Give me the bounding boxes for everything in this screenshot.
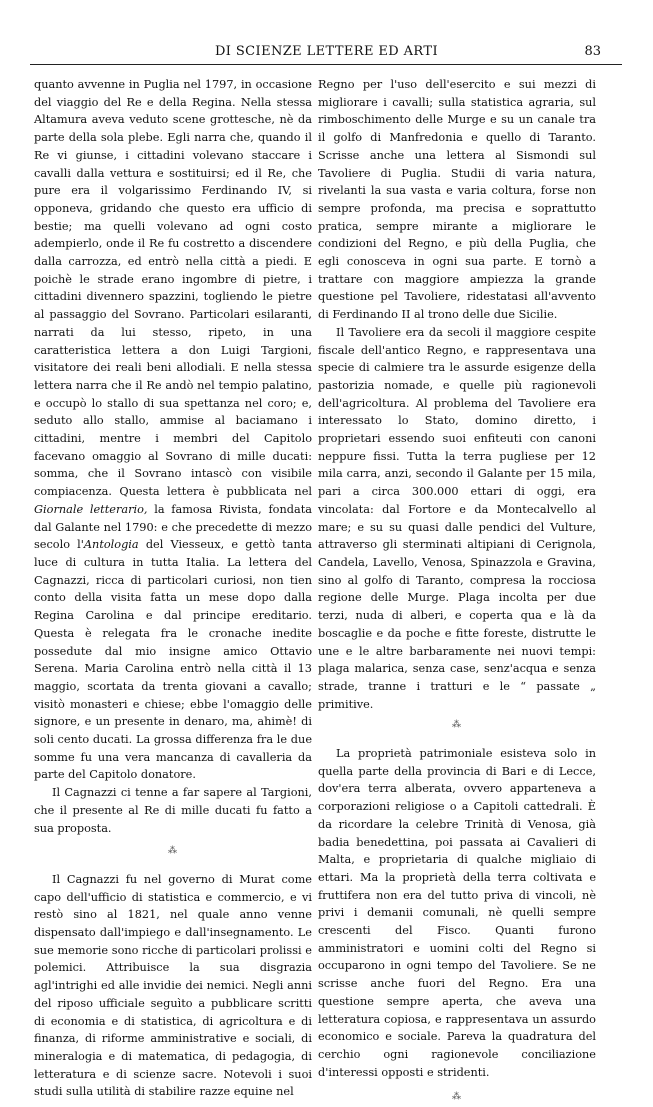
paragraph-text: la famosa Rivista, fondata dal Galante nel 1790: e che precedette di mezzo secolo l'	[34, 502, 312, 552]
header-rule	[30, 64, 622, 65]
running-header	[0, 44, 653, 62]
paragraph: Il Tavoliere era da secoli il maggiore cespite fiscale dell'antico Regno, e rappresentava una specie di calmiere tra le assurde esigenze della pastorizia nomade, e quelle più ragionevoli dell'agricoltura. Al problema del Tavoliere era interessato lo Stato, domino diretto, i proprietari essendo suoi enfiteuti con canoni neppure fissi. Tutta la terra pugliese per 12 mila carra, anzi, secondo il Galante per 15 mila, pari a circa 300.000 ettari di oggi, era vincolata: dal Fortore e da Montecalvello al mare; e su su quasi dalle pendici del Vulture, attraverso gli sterminati altipiani di Cerignola, Candela, Lavello, Venosa, Spinazzola e Gravina, sino al golfo di Taranto, compresa la rocciosa regione delle Murge. Plaga incolta per due terzi, nuda di alberi, e coperta qua e là da boscaglie e da poche e fitte foreste, distrutte le une e le altre barbaramente nei nuovi tempi: plaga malarica, senza case, senz'acqua e senza strade, tranne i tratturi e le “ passate „ primitive.	[318, 325, 596, 711]
page-number: 83	[584, 44, 601, 59]
section-ornament: ⁂	[452, 720, 462, 731]
running-title: DI SCIENZE LETTERE ED ARTI	[214, 44, 438, 59]
paragraph-text: quanto avvenne in Puglia nel 1797, in occasione del viaggio del Re e della Regina. Nella stessa Altamura aveva veduto scene grottesche, nè da parte della sola plebe. Egli narra che, quando il Re vi giunse, i cittadini volevano staccare i cavalli dalla vettura e sostituirsi; ed il Re, che pure era il volgarissimo Ferdinando IV, si opponeva, gridando che questo era ufficio di bestie; ma quelli volevano ad ogni costo adempierlo, onde il Re fu costretto a discendere dalla carrozza, ed entrò nella città a piedi. E poichè le strade erano ingombre di pietre, i cittadini divennero spazzini, togliendo le pietre al passaggio del Sovrano. Particolari esilaranti, narrati da lui stesso, ripeto, in una caratteristica lettera a don Luigi Targioni, visitatore dei reali beni allodiali. E nella stessa lettera narra che il Re andò nel tempio palatino, e occupò lo stallo di sua spettanza nel coro; e, seduto allo stallo, ammise al baciamano i cittadini, mentre i membri del Capitolo facevano omaggio al Sovrano di mille ducati: somma, che il Sovrano intascò con visibile compiacenza. Questa lettera è pubblicata nel	[34, 78, 312, 499]
right-column	[318, 76, 596, 1107]
paragraph: Il Cagnazzi fu nel governo di Murat come capo dell'ufficio di statistica e commercio, e vi restò sino al 1821, nel quale anno venne dispensato dall'impiego e dall'insegnamento. Le sue memorie sono ricche di particolari prolissi e polemici. Attribuisce la sua disgrazia agl'intrighi ed alle invidie dei nemici. Negli anni del riposo ufficiale seguìto a pubblicare scritti di economia e di statistica, di agricoltura e di finanza, di riforme amministrative e sociali, di mineralogia e di matematica, di pedagogia, di letteratura e di scienze sacre. Notevoli i suoi studi sulla utilità di stabilire razze equine nel	[34, 872, 312, 1099]
section-ornament: ⁂	[168, 846, 178, 857]
paragraph	[34, 76, 312, 784]
paragraph: Regno per l'uso dell'esercito e sui mezzi di migliorare i cavalli; sulla statistica agraria, sul rimboschimento delle Murge e su un canale tra il golfo di Manfredonia e quello di Taranto. Scrisse anche una lettera al Sismondi sul Tavoliere di Puglia. Studii di varia natura, rivelanti la sua vasta e varia coltura, forse non sempre profonda, ma precisa e soprattutto pratica, sempre mirante a migliorare le condizioni del Regno, e più della Puglia, che egli conosceva in ogni sua parte. E tornò a trattare con maggiore ampiezza la grande questione pel Tavoliere, ridestatasi all'avvento di Ferdinando II al trono delle due Sicilie.	[318, 78, 596, 322]
journal-title: Giornale letterario,	[34, 502, 148, 516]
paragraph: La proprietà patrimoniale esisteva solo in quella parte della provincia di Bari e di Lecce, dov'era terra alberata, ovvero appartenevа a corporazioni religiose o a Capitoli cattedrali. È da ricordare la celebre Trinità di Venosa, già badia benedettina, poi passata ai Cavalieri di Malta, e proprietaria di qualche migliaio di ettari. Ma la proprietà della terra coltivata e fruttifera non era del tutto priva di vincoli, nè privi i demanii comunali, nè quelli sempre crescenti del Fisco. Quanti furono amministratori e uomini colti del Regno si occuparono in ogni tempo del Tavoliere. Se ne scrisse anche fuori del Regno. Era una questione sempre aperta, che aveva una letteratura copiosa, e rappresentava un assurdo economico e sociale. Pareva la quadratura del cerchio ogni ragionevole conciliazione d'interessi opposti e stridenti.	[318, 747, 596, 1079]
left-column	[34, 76, 312, 1101]
paragraph-text: del Viesseux, e gettò tanta luce di cultura in tutta Italia. La lettera del Cagnazzi, ricca di particolari curiosi, non tien conto della visita fatta un mese dopo dalla Regina Carolina e dal principe ereditario. Questa è relegata fra le cronache inedite possedute dal mio insigne amico Ottavio Serena. Maria Carolina entrò nella città il 13 maggio, scortata da trenta giovani a cavallo; visitò monasteri e chiese; ebbe l'omaggio delle signore, e un presente in denaro, ma, ahimè! di soli cento ducati. La grossa differenza fra le due somme fu una vera mancanza di cavalleria da parte del Capitolo donatore.	[34, 538, 312, 782]
paragraph: Il Cagnazzi ci tenne a far sapere al Targioni, che il presente al Re di mille ducati fu fatto a sua proposta.	[34, 786, 312, 835]
section-ornament: ⁂	[452, 1092, 462, 1103]
journal-title: Antologia	[83, 538, 139, 552]
